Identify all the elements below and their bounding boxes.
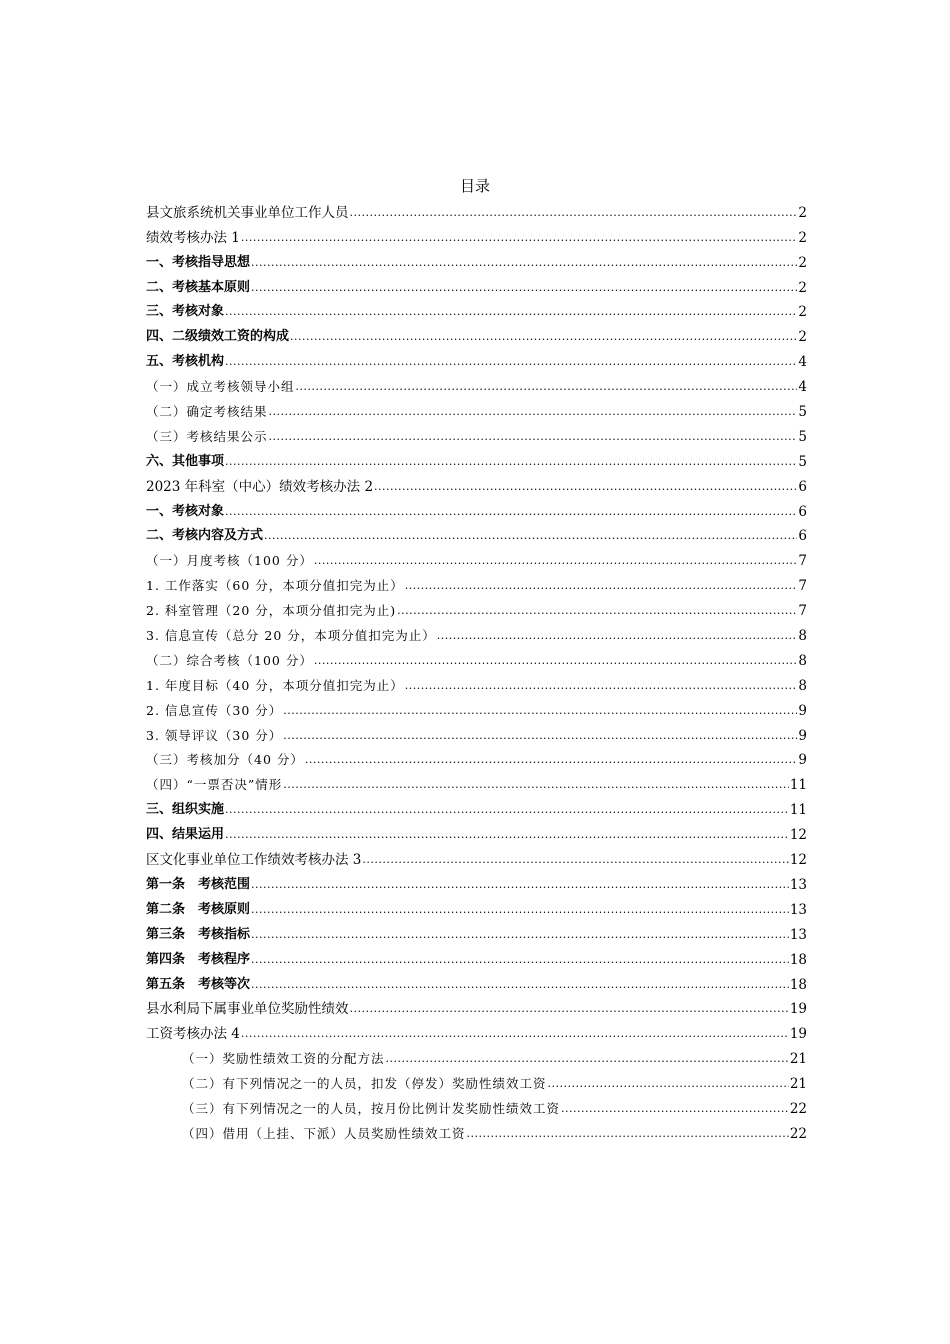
toc-dot-leader xyxy=(251,875,789,895)
toc-entry-text: 县水利局下属事业单位奖励性绩效 xyxy=(146,1001,349,1018)
toc-entry-text: 六、其他事项 xyxy=(146,453,225,469)
toc-entry[interactable] xyxy=(146,995,807,1020)
toc-page-number: 5 xyxy=(798,404,807,421)
toc-dot-leader xyxy=(314,651,798,671)
toc-entry-text: 3. 领导评议（30 分） xyxy=(146,727,283,743)
toc-entry-text: 一、考核对象 xyxy=(146,503,225,519)
toc-entry[interactable] xyxy=(146,1094,807,1119)
toc-page-number: 21 xyxy=(789,1051,807,1068)
toc-entry[interactable] xyxy=(146,746,807,771)
toc-entry[interactable] xyxy=(146,322,807,347)
toc-entry[interactable] xyxy=(146,621,807,646)
toc-entry-text: 三、组织实施 xyxy=(146,802,225,818)
toc-entry-text: （三）有下列情况之一的人员，按月份比例计发奖励性绩效工资 xyxy=(182,1100,561,1116)
toc-page-number: 18 xyxy=(789,951,807,968)
toc-entry[interactable] xyxy=(146,248,807,273)
toc-entry-text: （四）借用（上挂、下派）人员奖励性绩效工资 xyxy=(182,1125,466,1141)
toc-entry-text: 区文化事业单位工作绩效考核办法 3 xyxy=(146,852,362,869)
toc-entry[interactable] xyxy=(146,372,807,397)
toc-page-number: 19 xyxy=(789,1001,807,1018)
toc-entry-text: 2. 信息宣传（30 分） xyxy=(146,702,283,718)
toc-page-number: 7 xyxy=(798,578,807,595)
toc-entry[interactable] xyxy=(146,970,807,995)
toc-entry[interactable] xyxy=(146,596,807,621)
toc-entry[interactable] xyxy=(146,1069,807,1094)
toc-entry[interactable] xyxy=(146,920,807,945)
toc-page-number: 19 xyxy=(789,1026,807,1043)
toc-entry[interactable] xyxy=(146,347,807,372)
toc-dot-leader xyxy=(269,402,798,422)
toc-entry[interactable] xyxy=(146,671,807,696)
toc-entry-text: 3. 信息宣传（总分 20 分，本项分值扣完为止） xyxy=(146,628,436,644)
toc-entry-text: （四）“一票否决”情形 xyxy=(146,777,283,793)
toc-entry[interactable] xyxy=(146,1119,807,1144)
toc-dot-leader xyxy=(290,327,797,347)
toc-entry[interactable] xyxy=(146,223,807,248)
toc-page-number: 18 xyxy=(789,976,807,993)
toc-entry-text: （三）考核结果公示 xyxy=(146,428,268,444)
toc-entry[interactable] xyxy=(146,422,807,447)
toc-dot-leader xyxy=(305,750,798,770)
toc-entry-text: 第一条 考核范围 xyxy=(146,876,251,892)
toc-page-number: 2 xyxy=(798,204,807,221)
toc-entry[interactable] xyxy=(146,696,807,721)
toc-entry[interactable] xyxy=(146,845,807,870)
toc-dot-leader xyxy=(225,800,789,820)
toc-entry[interactable] xyxy=(146,472,807,497)
toc-dot-leader xyxy=(225,302,797,322)
toc-dot-leader xyxy=(251,278,797,298)
toc-entry-text: 1. 工作落实（60 分，本项分值扣完为止） xyxy=(146,578,404,594)
toc-page-number: 12 xyxy=(789,827,807,844)
toc-page-number: 21 xyxy=(789,1076,807,1093)
toc-entry-text: 县文旅系统机关事业单位工作人员 xyxy=(146,204,349,221)
toc-entry[interactable] xyxy=(146,820,807,845)
toc-page-number: 9 xyxy=(798,702,807,719)
toc-entry-text: 第三条 考核指标 xyxy=(146,926,251,942)
toc-page-number: 22 xyxy=(789,1100,807,1117)
toc-dot-leader xyxy=(264,526,797,546)
toc-page-number: 7 xyxy=(798,603,807,620)
toc-entry[interactable] xyxy=(146,522,807,547)
toc-dot-leader xyxy=(225,352,797,372)
toc-dot-leader xyxy=(397,601,797,621)
toc-entry-text: （二）确定考核结果 xyxy=(146,404,268,420)
toc-dot-leader xyxy=(437,626,798,646)
toc-dot-leader xyxy=(269,427,798,447)
toc-entry[interactable] xyxy=(146,870,807,895)
toc-dot-leader xyxy=(362,850,788,870)
toc-entry-text: （二）综合考核（100 分） xyxy=(146,652,313,668)
toc-dot-leader xyxy=(251,900,789,920)
toc-dot-leader xyxy=(350,999,789,1019)
toc-dot-leader xyxy=(283,775,789,795)
toc-page-number: 13 xyxy=(789,901,807,918)
toc-list xyxy=(146,198,807,1144)
toc-dot-leader xyxy=(283,701,797,721)
toc-entry[interactable] xyxy=(146,895,807,920)
toc-page-number: 6 xyxy=(798,528,807,545)
toc-page-number: 6 xyxy=(798,503,807,520)
toc-dot-leader xyxy=(251,925,789,945)
toc-entry-text: 2023 年科室（中心）绩效考核办法 2 xyxy=(146,478,374,495)
toc-dot-leader xyxy=(225,825,789,845)
toc-entry[interactable] xyxy=(146,795,807,820)
toc-page-number: 22 xyxy=(789,1125,807,1142)
toc-page-number: 12 xyxy=(789,852,807,869)
toc-entry-text: 五、考核机构 xyxy=(146,354,225,370)
toc-page-number: 2 xyxy=(798,279,807,296)
toc-dot-leader xyxy=(386,1049,789,1069)
toc-page-number: 4 xyxy=(798,379,807,396)
toc-page-number: 6 xyxy=(798,478,807,495)
toc-dot-leader xyxy=(561,1099,789,1119)
toc-page-number: 9 xyxy=(798,727,807,744)
toc-page-number: 7 xyxy=(798,553,807,570)
toc-page-number: 9 xyxy=(798,752,807,769)
toc-entry-text: （一）月度考核（100 分） xyxy=(146,553,313,569)
toc-page-number: 13 xyxy=(789,876,807,893)
toc-dot-leader xyxy=(350,203,798,223)
toc-entry-text: 第二条 考核原则 xyxy=(146,901,251,917)
toc-dot-leader xyxy=(225,502,797,522)
toc-dot-leader xyxy=(251,253,797,273)
toc-entry-text: 三、考核对象 xyxy=(146,304,225,320)
toc-title: 目录 xyxy=(459,177,490,195)
toc-page-number: 11 xyxy=(789,777,807,794)
toc-page-number: 2 xyxy=(798,329,807,346)
toc-entry-text: 工资考核办法 4 xyxy=(146,1026,240,1043)
toc-dot-leader xyxy=(374,477,797,497)
toc-entry[interactable] xyxy=(146,646,807,671)
toc-page-number: 13 xyxy=(789,926,807,943)
toc-dot-leader xyxy=(467,1124,789,1144)
toc-entry-text: 1. 年度目标（40 分，本项分值扣完为止） xyxy=(146,677,404,693)
toc-page-number: 2 xyxy=(798,254,807,271)
toc-entry[interactable] xyxy=(146,1019,807,1044)
toc-entry[interactable] xyxy=(146,397,807,422)
toc-page-number: 8 xyxy=(798,677,807,694)
toc-entry-text: （三）考核加分（40 分） xyxy=(146,752,304,768)
toc-entry[interactable] xyxy=(146,1044,807,1069)
toc-page-number: 8 xyxy=(798,652,807,669)
toc-dot-leader xyxy=(405,676,798,696)
toc-dot-leader xyxy=(225,452,797,472)
toc-entry[interactable] xyxy=(146,721,807,746)
toc-page-number: 5 xyxy=(798,453,807,470)
toc-entry[interactable] xyxy=(146,447,807,472)
toc-entry-text: 第五条 考核等次 xyxy=(146,976,251,992)
toc-dot-leader xyxy=(251,975,789,995)
toc-dot-leader xyxy=(283,726,797,746)
toc-entry[interactable] xyxy=(146,273,807,298)
toc-entry[interactable] xyxy=(146,198,807,223)
toc-dot-leader xyxy=(405,576,798,596)
toc-entry[interactable] xyxy=(146,298,807,323)
toc-dot-leader xyxy=(251,950,789,970)
toc-entry[interactable] xyxy=(146,546,807,571)
toc-entry-text: 四、二级绩效工资的构成 xyxy=(146,329,290,345)
toc-page-number: 4 xyxy=(798,354,807,371)
toc-entry-text: 第四条 考核程序 xyxy=(146,951,251,967)
toc-dot-leader xyxy=(314,551,798,571)
toc-page-number: 2 xyxy=(798,304,807,321)
toc-page-number: 2 xyxy=(798,229,807,246)
toc-entry-text: （一）奖励性绩效工资的分配方法 xyxy=(182,1051,385,1067)
toc-entry-text: （一）成立考核领导小组 xyxy=(146,379,295,395)
toc-page-number: 8 xyxy=(798,628,807,645)
toc-entry[interactable] xyxy=(146,770,807,795)
toc-entry[interactable] xyxy=(146,497,807,522)
toc-entry-text: 绩效考核办法 1 xyxy=(146,229,240,246)
toc-page-number: 11 xyxy=(789,802,807,819)
toc-dot-leader xyxy=(241,1024,789,1044)
toc-dot-leader xyxy=(548,1074,789,1094)
toc-entry[interactable] xyxy=(146,945,807,970)
toc-entry-text: （二）有下列情况之一的人员，扣发（停发）奖励性绩效工资 xyxy=(182,1076,547,1092)
toc-entry-text: 二、考核内容及方式 xyxy=(146,528,264,544)
toc-entry-text: 二、考核基本原则 xyxy=(146,279,251,295)
toc-page-number: 5 xyxy=(798,428,807,445)
toc-entry-text: 2. 科室管理（20 分，本项分值扣完为止) xyxy=(146,603,397,619)
toc-entry[interactable] xyxy=(146,571,807,596)
toc-entry-text: 四、结果运用 xyxy=(146,827,225,843)
toc-entry-text: 一、考核指导思想 xyxy=(146,254,251,270)
toc-dot-leader xyxy=(296,377,798,397)
toc-dot-leader xyxy=(241,228,798,248)
